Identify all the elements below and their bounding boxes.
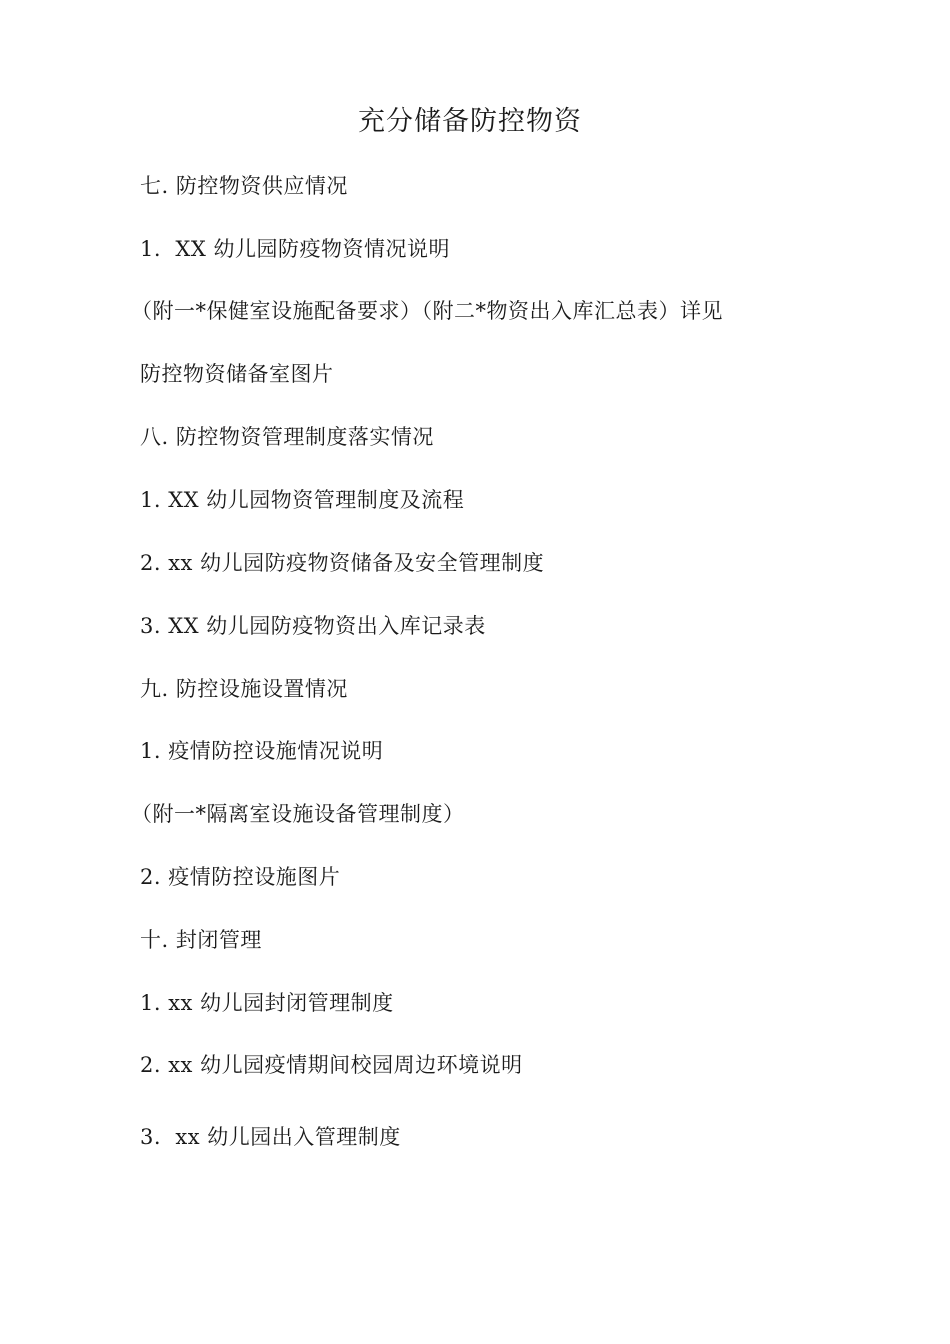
document-title: 充分储备防控物资 — [358, 106, 582, 137]
list-item-9-2: 2. 疫情防控设施图片 — [140, 865, 341, 889]
list-item-9-1: 1. 疫情防控设施情况说明 — [140, 739, 384, 763]
list-item-8-3: 3. XX 幼儿园防疫物资出入库记录表 — [140, 614, 486, 638]
appendix-note-7: （附一*保健室设施配备要求）（附二*物资出入库汇总表）详见 — [131, 299, 723, 323]
list-item-8-1: 1. XX 幼儿园物资管理制度及流程 — [140, 488, 465, 512]
section-heading-7: 七. 防控物资供应情况 — [140, 174, 348, 198]
appendix-note-7-continued: 防控物资储备室图片 — [140, 362, 334, 386]
list-item-8-2: 2. xx 幼儿园防疫物资储备及安全管理制度 — [140, 551, 545, 575]
list-item-7-1: 1. XX 幼儿园防疫物资情况说明 — [140, 237, 450, 261]
section-heading-9: 九. 防控设施设置情况 — [140, 677, 348, 701]
list-item-10-3: 3. xx 幼儿园出入管理制度 — [140, 1125, 401, 1149]
list-item-10-1: 1. xx 幼儿园封闭管理制度 — [140, 991, 394, 1015]
section-heading-10: 十. 封闭管理 — [140, 928, 262, 952]
list-item-10-2: 2. xx 幼儿园疫情期间校园周边环境说明 — [140, 1053, 523, 1077]
appendix-note-9: （附一*隔离室设施设备管理制度） — [131, 802, 465, 826]
section-heading-8: 八. 防控物资管理制度落实情况 — [140, 425, 434, 449]
